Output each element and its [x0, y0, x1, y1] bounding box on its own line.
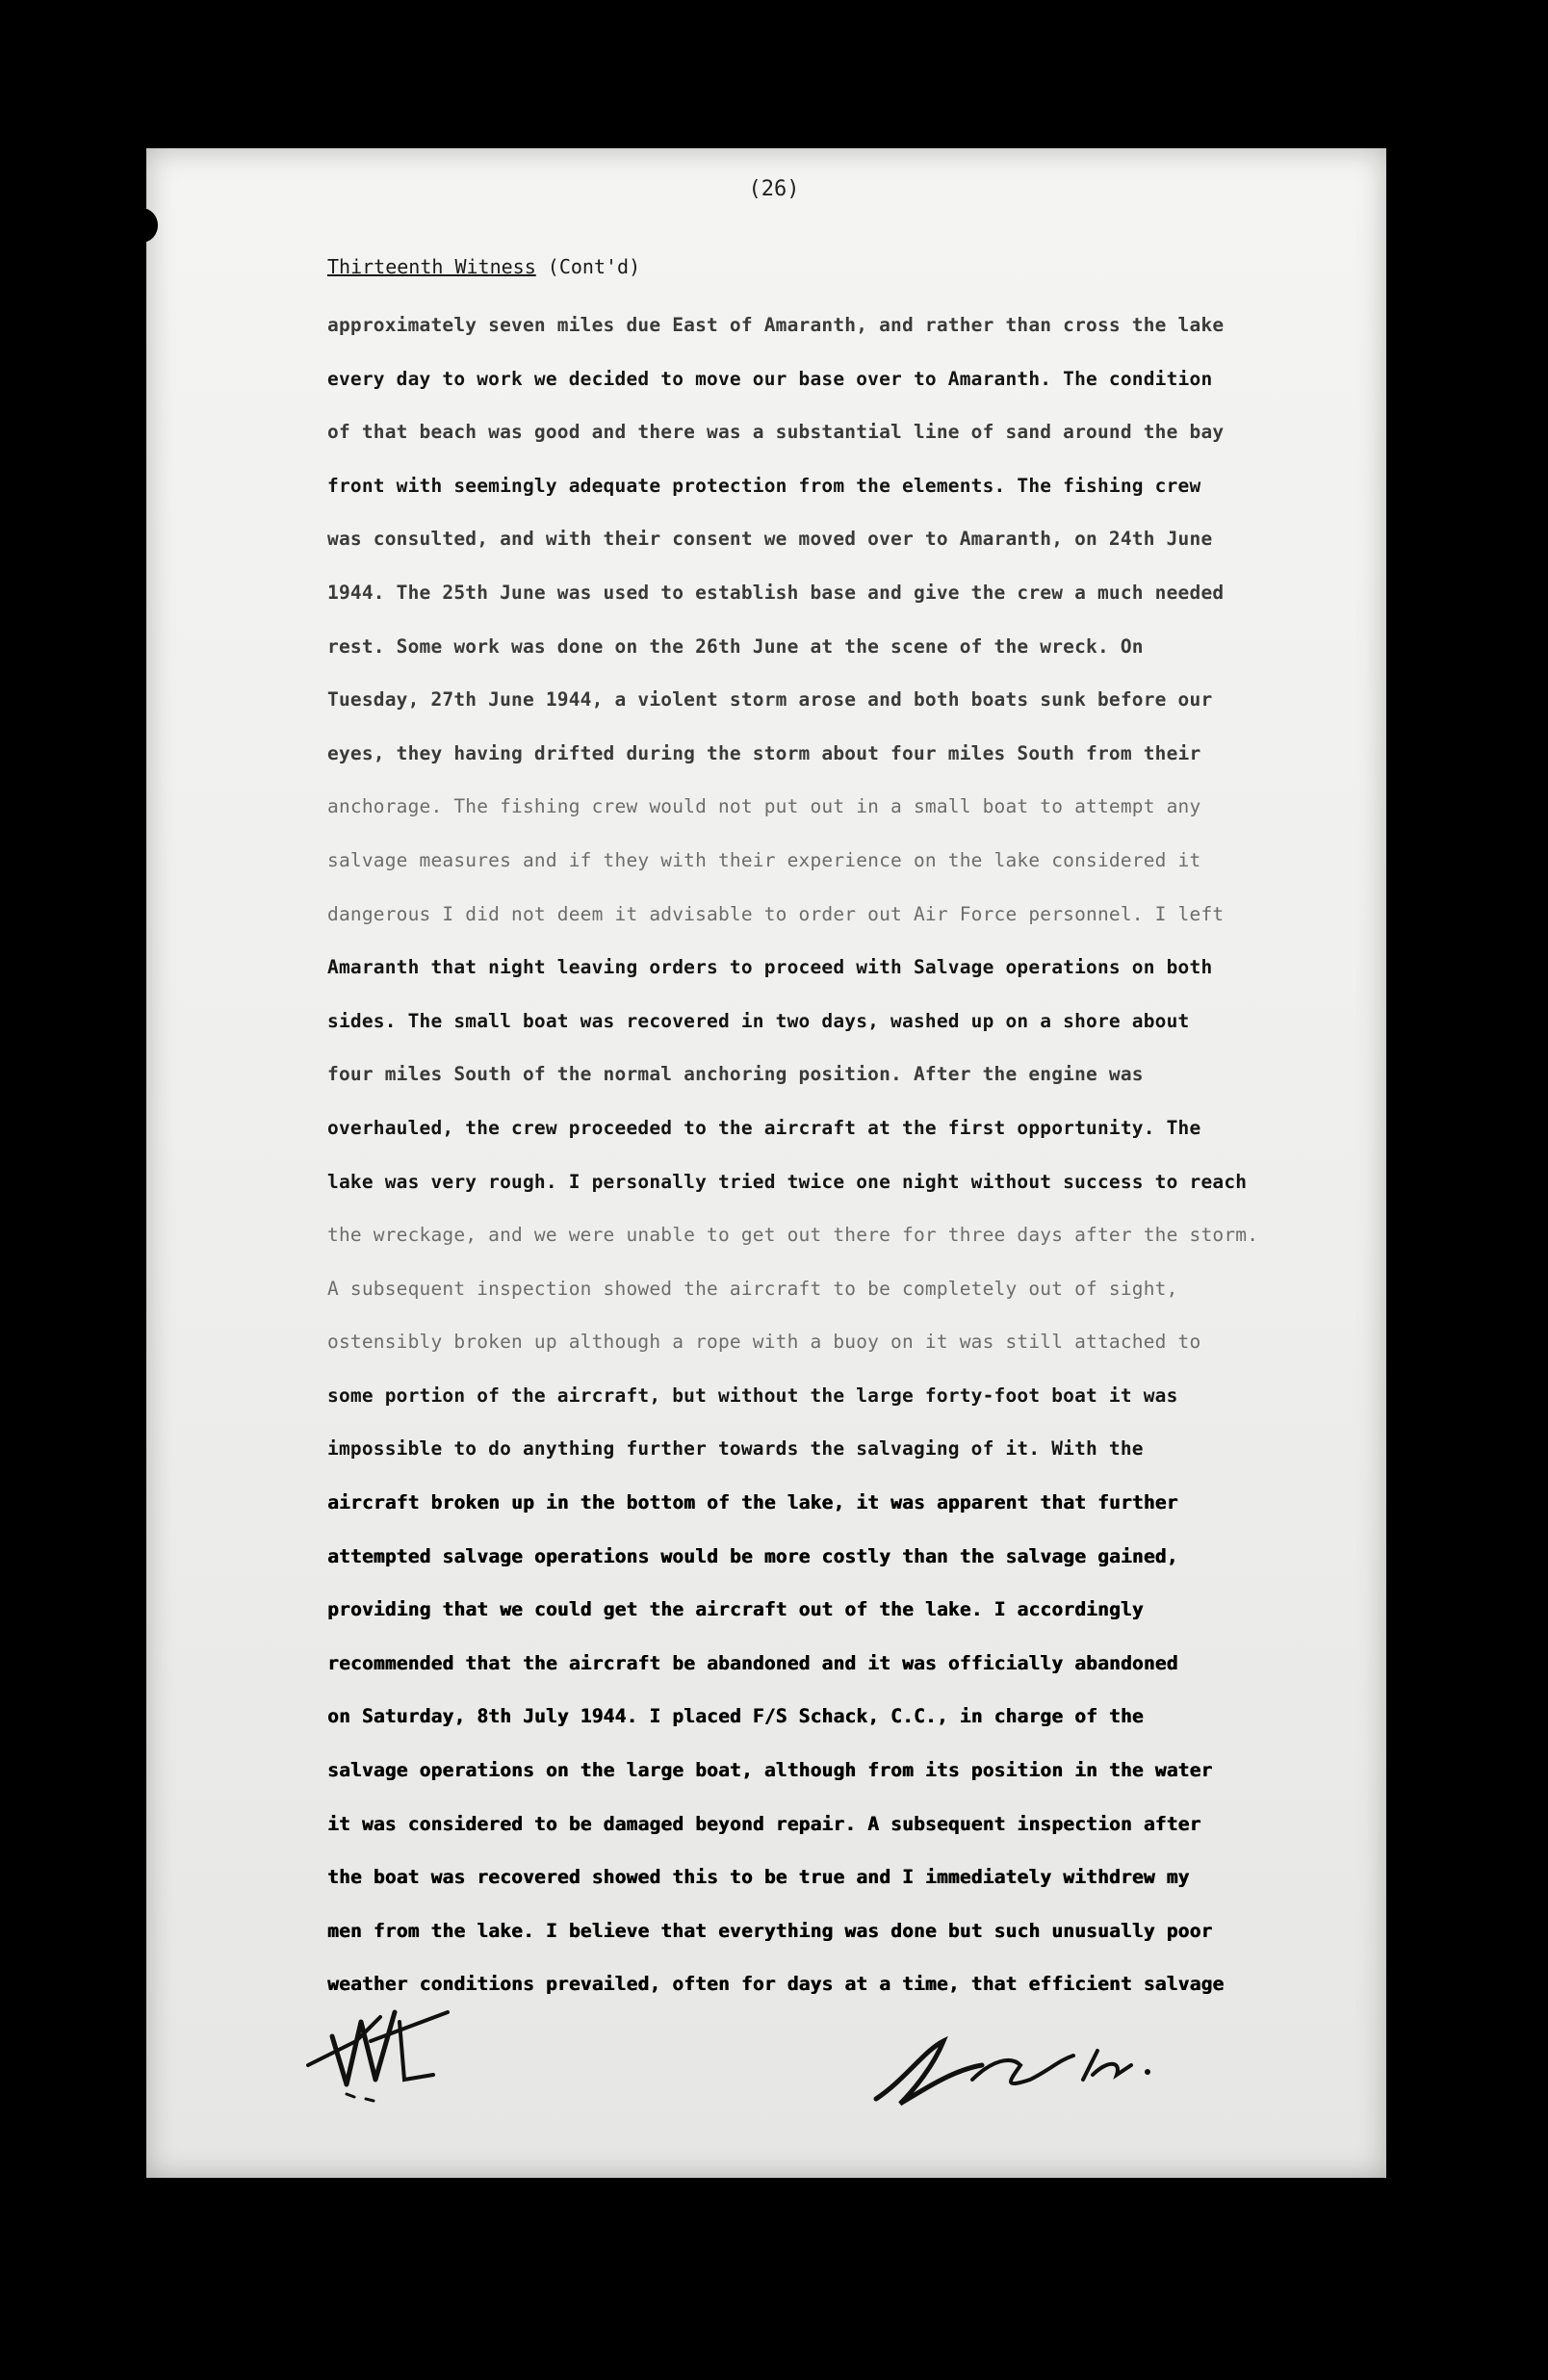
text-line: the wreckage, and we were unable to get out there for three days after the storm.: [327, 1224, 1259, 1247]
text-line: aircraft broken up in the bottom of the lake, it was apparent that further: [327, 1491, 1178, 1514]
text-line: some portion of the aircraft, but without the large forty-foot boat it was: [327, 1384, 1178, 1407]
text-line: salvage operations on the large boat, although from its position in the water: [327, 1759, 1213, 1782]
text-line: anchorage. The fishing crew would not put out in a small boat to attempt any: [327, 795, 1201, 818]
section-heading: [327, 255, 640, 278]
text-line: 1944. The 25th June was used to establish base and give the crew a much needed: [327, 581, 1225, 604]
text-line: sides. The small boat was recovered in two days, washed up on a shore about: [327, 1009, 1190, 1032]
text-line: providing that we could get the aircraft out of the lake. I accordingly: [327, 1598, 1144, 1621]
text-line: weather conditions prevailed, often for days at a time, that efficient salvage: [327, 1973, 1225, 1996]
text-line: eyes, they having drifted during the storm about four miles South from their: [327, 741, 1201, 764]
heading-title: Thirteenth Witness: [327, 255, 536, 278]
text-line: impossible to do anything further towards the salvaging of it. With the: [327, 1437, 1144, 1461]
text-line: lake was very rough. I personally tried twice one night without success to reach: [327, 1170, 1248, 1193]
text-line: approximately seven miles due East of Amaranth, and rather than cross the lake: [327, 314, 1225, 336]
text-line: ostensibly broken up although a rope with a buoy on it was still attached to: [327, 1331, 1201, 1354]
text-line: four miles South of the normal anchoring position. After the engine was: [327, 1063, 1144, 1086]
text-line: of that beach was good and there was a substantial line of sand around the bay: [327, 421, 1225, 444]
typed-testimony: [327, 308, 1348, 2021]
text-line: Amaranth that night leaving orders to proceed with Salvage operations on both: [327, 956, 1213, 979]
text-line: salvage measures and if they with their experience on the lake considered it: [327, 848, 1201, 871]
text-line: attempted salvage operations would be more costly than the salvage gained,: [327, 1544, 1178, 1567]
text-line: recommended that the aircraft be abandoned and it was officially abandoned: [327, 1651, 1178, 1674]
text-line: A subsequent inspection showed the aircraft to be completely out of sight,: [327, 1277, 1178, 1300]
text-line: dangerous I did not deem it advisable to order out Air Force personnel. I left: [327, 902, 1225, 925]
text-line: front with seemingly adequate protection from the elements. The fishing crew: [327, 474, 1201, 497]
text-line: Tuesday, 27th June 1944, a violent storm arose and both boats sunk before our: [327, 688, 1213, 711]
text-line: overhauled, the crew proceeded to the aircraft at the first opportunity. The: [327, 1116, 1201, 1139]
handwritten-initials: [289, 1983, 481, 2118]
handwritten-signature: [866, 2022, 1174, 2118]
text-line: men from the lake. I believe that everything was done but such unusually poor: [327, 1919, 1213, 1942]
punch-hole: [125, 208, 158, 243]
text-line: the boat was recovered showed this to be true and I immediately withdrew my: [327, 1866, 1190, 1889]
text-line: rest. Some work was done on the 26th June at the scene of the wreck. On: [327, 634, 1144, 658]
text-line: on Saturday, 8th July 1944. I placed F/S Schack, C.C., in charge of the: [327, 1705, 1144, 1728]
text-line: it was considered to be damaged beyond repair. A subsequent inspection after: [327, 1812, 1201, 1835]
page-number: (26): [748, 177, 800, 201]
text-line: every day to work we decided to move our base over to Amaranth. The condition: [327, 367, 1213, 390]
heading-suffix: (Cont'd): [547, 255, 641, 278]
text-line: was consulted, and with their consent we moved over to Amaranth, on 24th June: [327, 528, 1213, 551]
